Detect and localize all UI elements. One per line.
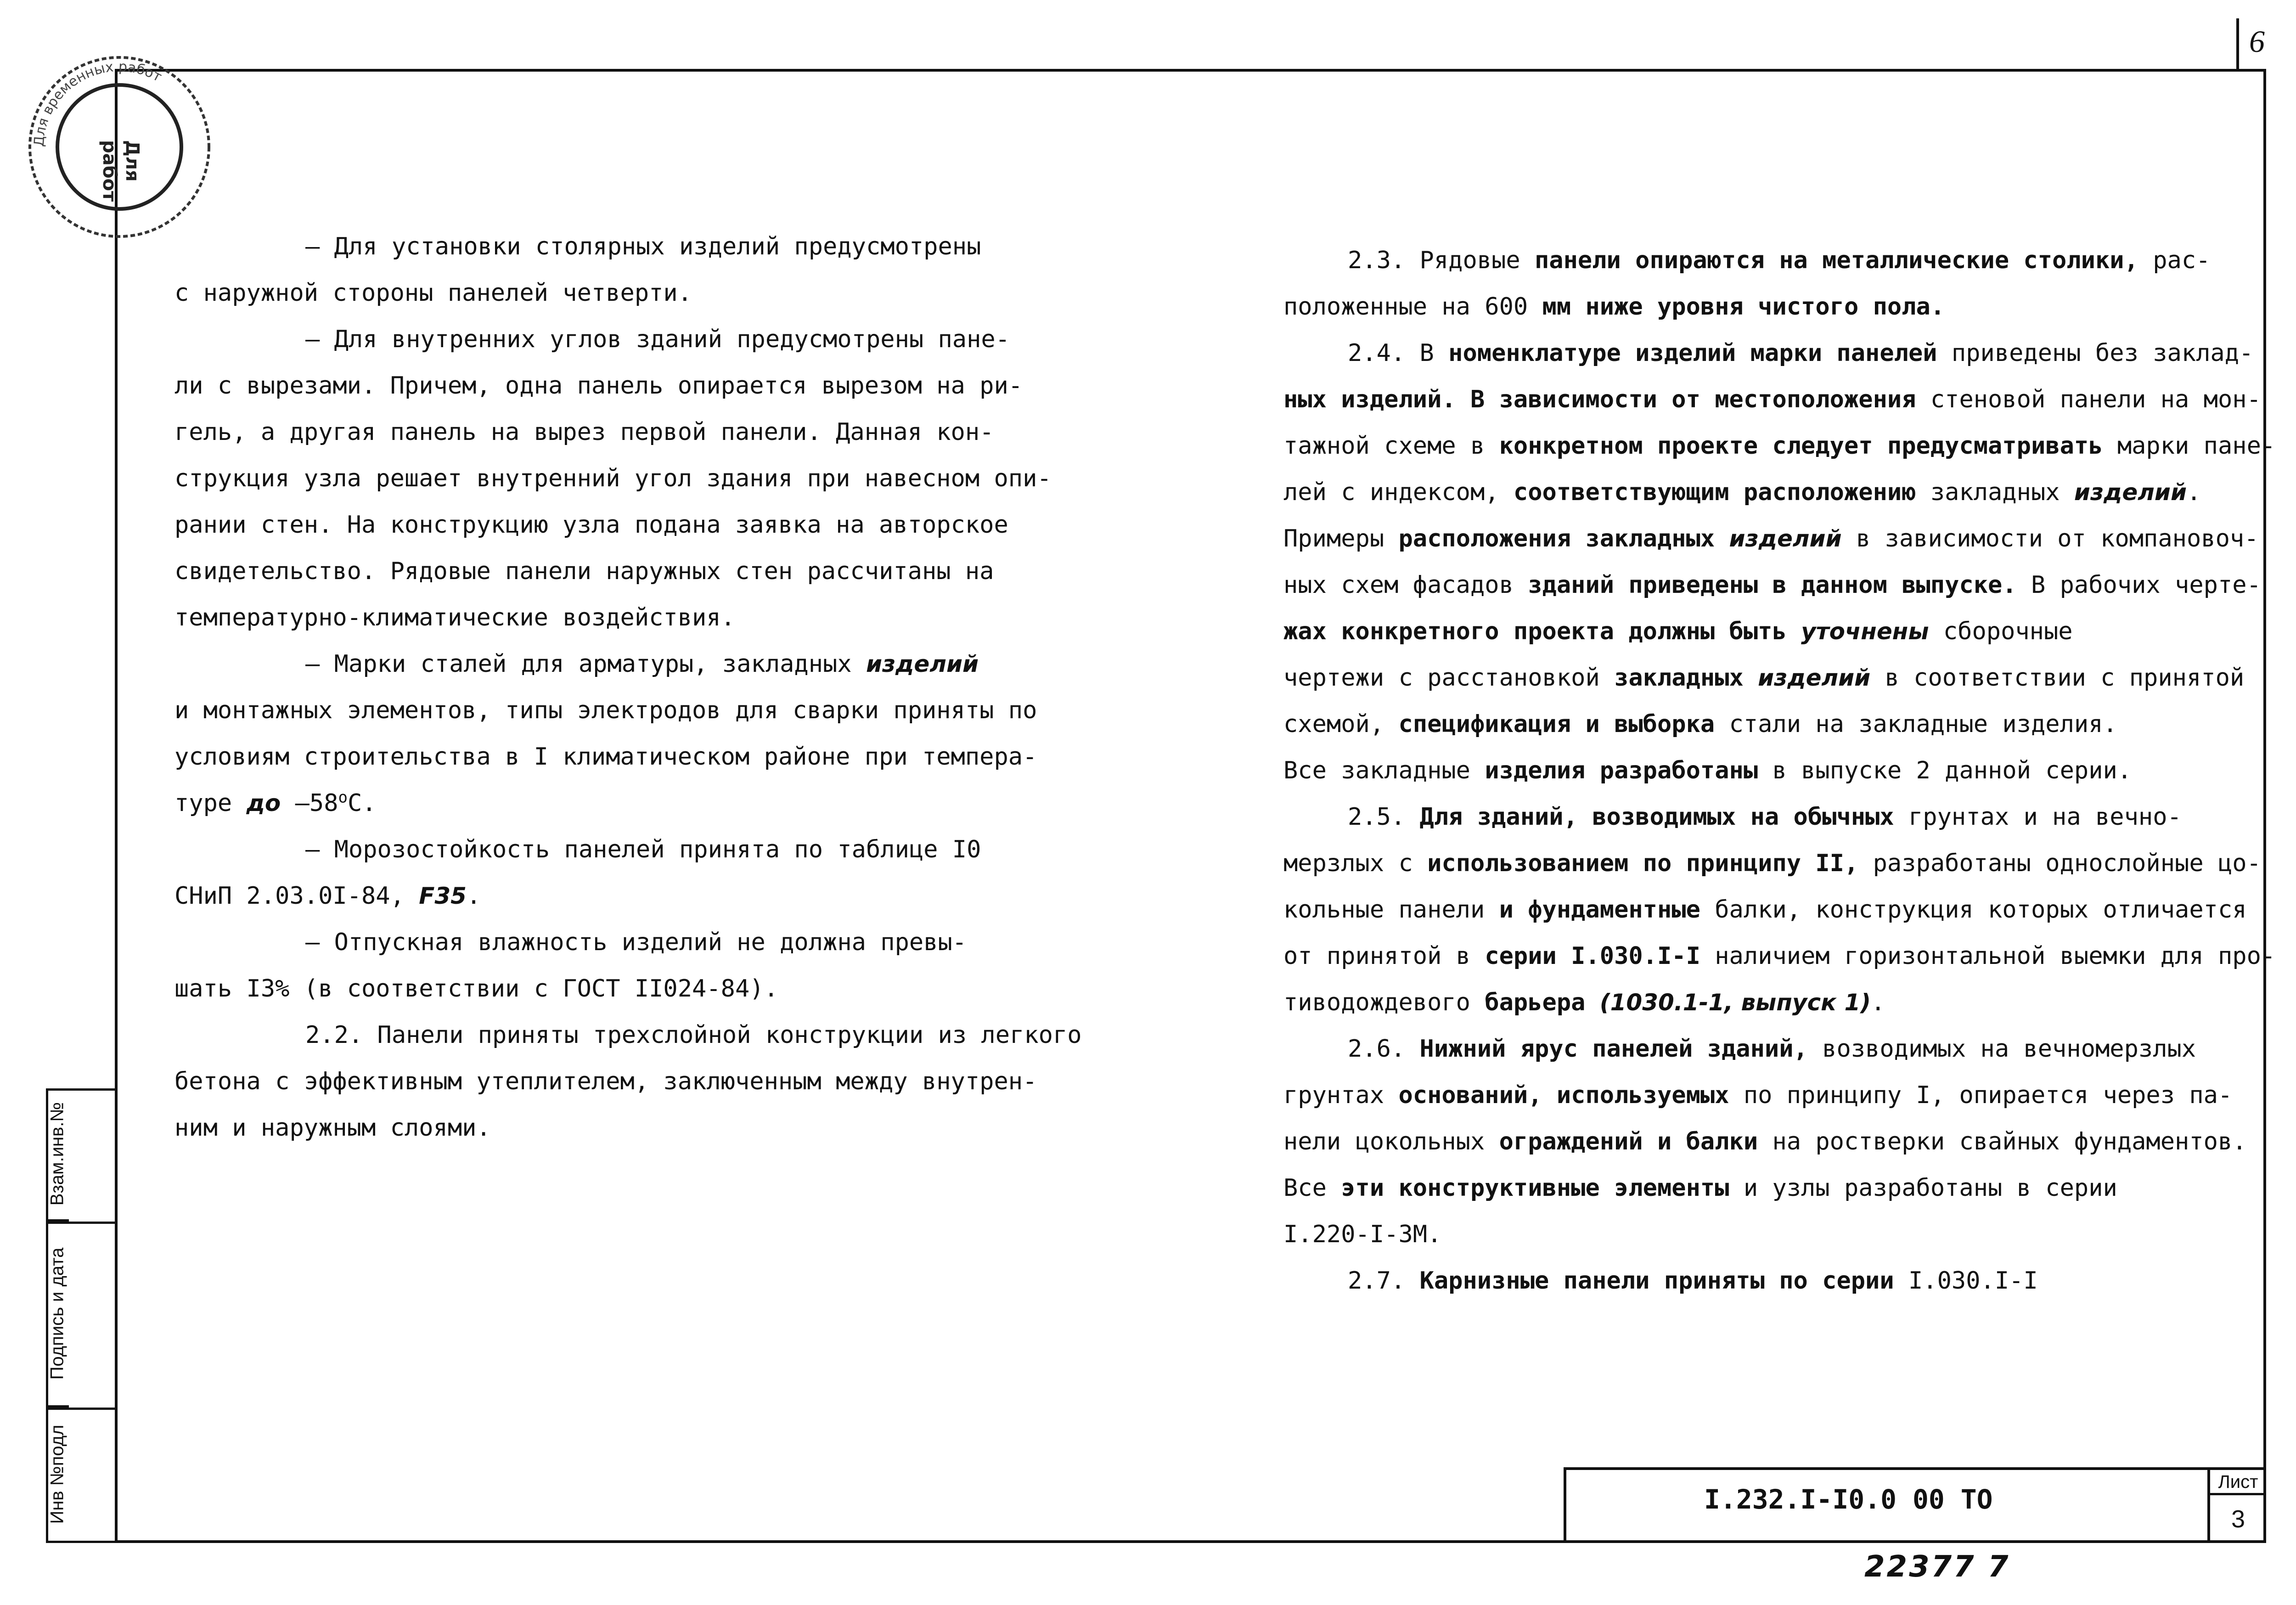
- sheet-cell: [2207, 1470, 2266, 1543]
- strip-cell-inv-podl: Инв №подл: [46, 1408, 69, 1543]
- text-line: лей с индексом, соответствующим расположению закладных изделий.: [1283, 479, 2201, 506]
- text-line: – Для установки столярных изделий предусмотрены: [305, 233, 981, 260]
- stamp-ring-text: Для временных работ: [31, 58, 165, 147]
- text-line: – Для внутренних углов зданий предусмотрены пане-: [305, 326, 1010, 353]
- text-line: ных схем фасадов зданий приведены в данном выпуске. В рабочих черте-: [1283, 571, 2261, 599]
- text-line: чертежи с расстановкой закладных изделий в соответствии с принятой: [1283, 664, 2245, 692]
- text-line: Все эти конструктивные элементы и узлы разработаны в серии: [1283, 1174, 2117, 1202]
- svg-text:Для временных работ: [31, 59, 164, 147]
- handwritten-insert: (1030.1-1, выпуск 1): [1599, 989, 1871, 1016]
- strip-cell-signature-date: Подпись и дата: [46, 1222, 69, 1408]
- stamp-center-line-1: Для: [122, 140, 143, 182]
- document-code: I.232.I-I0.0 00 ТО: [1704, 1484, 1993, 1515]
- text-line: ним и наружным слоями.: [174, 1114, 491, 1142]
- handwritten-insert: изделий: [2074, 479, 2187, 506]
- text-line: схемой, спецификация и выборка стали на закладные изделия.: [1283, 710, 2117, 738]
- text-line: Примеры расположения закладных изделий в зависимости от компановоч-: [1283, 525, 2259, 552]
- side-strip: [46, 1088, 115, 1543]
- text-line: ли с вырезами. Причем, одна панель опирается вырезом на ри-: [174, 372, 1023, 400]
- handwritten-number: 22377 7: [1864, 1550, 2010, 1584]
- section-2-5-line: 2.5. Для зданий, возводимых на обычных грунтах и на вечно-: [1348, 803, 2182, 831]
- text-line: – Морозостойкость панелей принята по таблице I0: [305, 836, 981, 863]
- text-line: свидетельство. Рядовые панели наружных стен рассчитаны на: [174, 558, 994, 585]
- section-2-7-line: 2.7. Карнизные панели приняты по серии I.030.I-I: [1348, 1267, 2038, 1295]
- handwritten-insert: изделий: [1729, 525, 1842, 552]
- section-2-6-line: 2.6. Нижний ярус панелей зданий, возводимых на вечномерзлых: [1348, 1035, 2196, 1063]
- text-line: СНиП 2.03.0I-84, F35.: [174, 882, 481, 910]
- text-line: мерзлых с использованием по принципу II, разработаны однослойные цо-: [1283, 850, 2261, 877]
- strip-cell-vzam-inv: Взам.инв.№: [46, 1088, 69, 1222]
- approval-stamp: [21, 48, 218, 246]
- page-number-mark: 6: [2236, 18, 2282, 72]
- text-line: туре до $-58^оС$.: [174, 788, 377, 817]
- text-line: Все закладные изделия разработаны в выпуске 2 данной серии.: [1283, 757, 2132, 784]
- sheet-label: Лист: [2210, 1470, 2266, 1495]
- handwritten-insert: F35: [419, 883, 467, 909]
- text-line: и монтажных элементов, типы электродов для сварки приняты по: [174, 697, 1037, 724]
- handwritten-insert: до: [246, 790, 281, 817]
- stamp-center-line-2: работ: [99, 140, 120, 202]
- section-2-3-line: 2.3. Рядовые панели опираются на металлические столики, рас-: [1348, 247, 2211, 274]
- text-line: тиводождевого барьера (1030.1-1, выпуск 1).: [1283, 989, 1885, 1016]
- text-line: – Марки сталей для арматуры, закладных изделий: [305, 650, 979, 678]
- text-line: с наружной стороны панелей четверти.: [174, 279, 692, 307]
- text-line: условиям строительства в I климатическом районе при темпера-: [174, 743, 1037, 771]
- sheet-number: 3: [2231, 1505, 2245, 1533]
- text-line: грунтах оснований, используемых по принципу I, опирается через па-: [1283, 1081, 2233, 1109]
- section-2-2-line: 2.2. Панели приняты трехслойной конструкции из легкого: [305, 1021, 1082, 1049]
- text-line: положенные на 600 мм ниже уровня чистого пола.: [1283, 293, 1945, 321]
- text-line: жах конкретного проекта должны быть уточнены сборочные: [1283, 618, 2073, 645]
- text-line: бетона с эффективным утеплителем, заключенным между внутрен-: [174, 1068, 1037, 1095]
- text-line: шать I3% (в соответствии с ГОСТ II024-84).: [174, 975, 778, 1002]
- text-line: рании стен. На конструкцию узла подана заявка на авторское: [174, 511, 1008, 539]
- right-column: [1283, 237, 2275, 1304]
- text-line: струкция узла решает внутренний угол здания при навесном опи-: [174, 465, 1052, 492]
- text-line: нели цокольных ограждений и балки на ростверки свайных фундаментов.: [1283, 1128, 2247, 1155]
- text-line: – Отпускная влажность изделий не должна превы-: [305, 929, 967, 956]
- text-line: температурно-климатические воздействия.: [174, 604, 735, 631]
- handwritten-insert: изделий: [1758, 665, 1871, 691]
- text-line: тажной схеме в конкретном проекте следует предусматривать марки пане-: [1283, 432, 2276, 460]
- text-line: гель, а другая панель на вырез первой панели. Данная кон-: [174, 418, 994, 446]
- text-line: ных изделий. В зависимости от местоположения стеновой панели на мон-: [1283, 386, 2261, 413]
- handwritten-insert: уточнены: [1801, 618, 1929, 645]
- handwritten-insert: изделий: [866, 651, 979, 677]
- left-column: [174, 224, 1082, 1151]
- text-line: кольные панели и фундаментные балки, конструкция которых отличается: [1283, 896, 2247, 924]
- title-block: [1564, 1467, 2266, 1543]
- section-2-4-line: 2.4. В номенклатуре изделий марки панелей приведены без заклад-: [1348, 339, 2254, 367]
- text-line: I.220-I-3М.: [1283, 1221, 1442, 1248]
- text-line: от принятой в серии I.030.I-I наличием горизонтальной выемки для про-: [1283, 942, 2276, 970]
